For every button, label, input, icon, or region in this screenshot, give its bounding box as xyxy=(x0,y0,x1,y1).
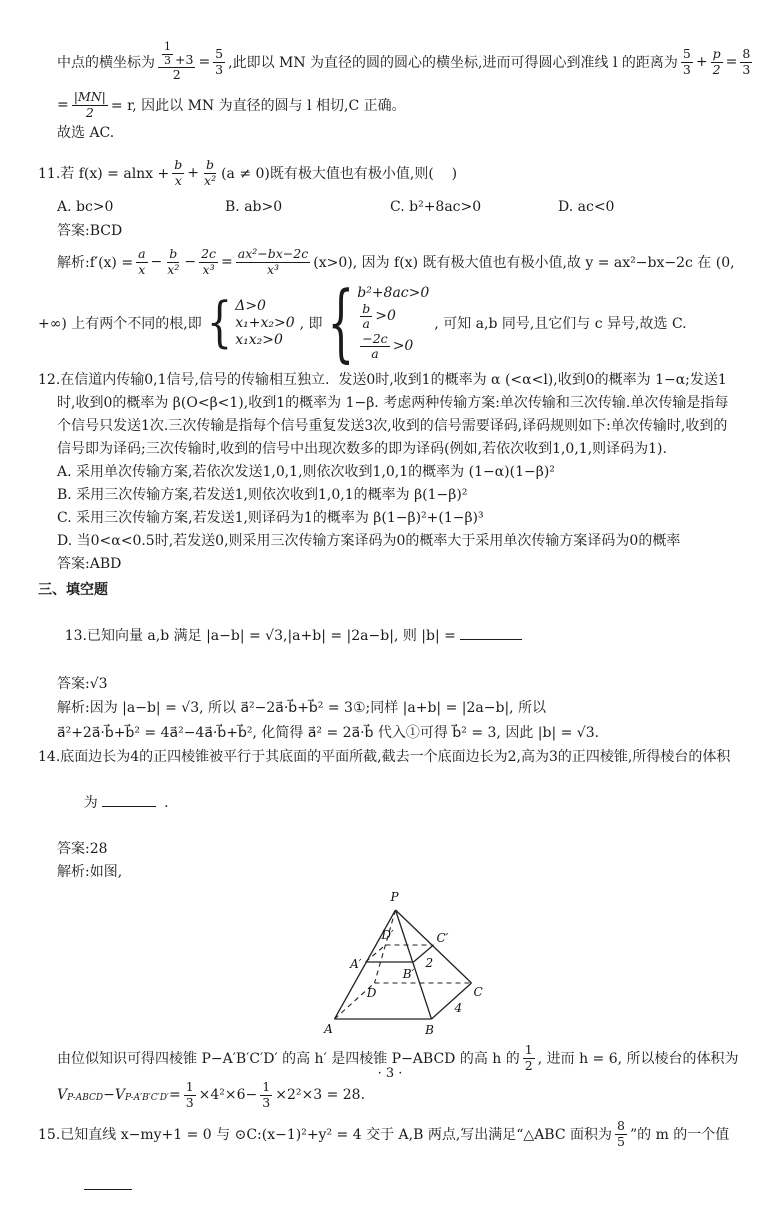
fraction-8-3: $\frac{8}{3}$ xyxy=(742,46,751,77)
answer-blank xyxy=(102,792,156,807)
complex-fraction: $\frac{1}{3}$ +3 2 xyxy=(158,41,195,83)
q11-block xyxy=(38,151,754,371)
vertex-label-c: C xyxy=(473,985,483,999)
fraction-5-3: $\frac{5}{3}$ xyxy=(682,46,691,77)
vertex-label-d1: D′ xyxy=(381,928,394,942)
q12-option-d: D. 当0<α<0.5时,若发送0,则采用三次传输方案译码为0的概率大于采用单次传输方案译码为0的概率 xyxy=(57,533,681,549)
fraction-1-2: $\frac{1}{2}$ xyxy=(524,1042,533,1073)
q15-blank-line xyxy=(38,1152,754,1221)
vertex-label-d: D xyxy=(366,986,377,1000)
q12-answer: 答案:ABD xyxy=(57,556,122,572)
fraction-b-x2: $\frac{b}{\text{x²}}$ xyxy=(204,157,217,188)
volume-term-1: V $_{P-ABCD}$ xyxy=(57,1087,104,1103)
q14-block xyxy=(38,746,754,1114)
q12-block xyxy=(38,369,754,576)
page-number: · 3 · xyxy=(377,1066,403,1081)
vertex-label-a: A xyxy=(324,1022,333,1036)
q12-option-a: A. 采用单次传输方案,若依次发送1,0,1,则依次收到1,0,1的概率为 (1−α)(1−β)² xyxy=(57,464,555,480)
q10-line-1: 中点的横坐标为 $\frac{1}{3}$ +3 2 = $\frac{5}{3}$ ,此即以 MN 为直径的圆的圆心的横坐标,进而可得圆心到准线 l 的距离为 $\frac{5}{3}$ + $\frac{p}{2}$ = $\frac{8}{3}$ xyxy=(57,40,751,83)
fraction-1-3: $\frac{1}{3}$ xyxy=(185,1079,194,1110)
q15-block xyxy=(38,1116,754,1221)
section-3-header: 三、填空题 xyxy=(38,582,108,598)
q13-solution-line-1: 解析:因为 |a−b| = √3, 所以 a⃗²−2a⃗·b⃗+b⃗² = 3①;同样 |a+b| = |2a−b|, 所以 xyxy=(57,700,547,716)
vertex-label-b1: B′ xyxy=(402,967,415,981)
equation-system-2: { b²+8ac>0 $\frac{b}{a}$ >0 $\frac{-2c}{a}$ >0 xyxy=(327,273,430,371)
vertex-label-p: P xyxy=(390,890,399,904)
q14-volume-formula: V $_{P-ABCD}$ −V $_{P-A'B'C'D'}$ = $\frac{1}{3}$ ×4²×6− $\frac{1}{3}$ ×2²×3 = 28. xyxy=(57,1079,366,1110)
q13-solution-line-2: a⃗²+2a⃗·b⃗+b⃗² = 4a⃗²−4a⃗·b⃗+b⃗², 化简得 a⃗² = 2a⃗·b⃗ 代入①可得 b⃗² = 3, 因此 |b| = √3. xyxy=(57,725,600,741)
q11-option-b: B. ab>0 xyxy=(225,199,283,215)
inner-fraction: $\frac{1}{3}$ xyxy=(164,40,171,67)
answer-blank xyxy=(84,1175,132,1190)
q14-answer: 答案:28 xyxy=(57,841,108,857)
q13-block xyxy=(38,602,754,746)
q12-stem-line-1: 12.在信道内传输0,1信号,信号的传输相互独立. 发送0时,收到1的概率为 α (<α<l),收到0的概率为 1−α;发送1 xyxy=(38,372,727,388)
q12-stem-line-2: 时,收到0的概率为 β(O<β<1),收到1的概率为 1−β. 考虑两种传输方案:单次传输和三次传输.单次传输是指每 xyxy=(57,395,729,411)
q13-answer: 答案:√3 xyxy=(57,676,108,692)
fraction-neg2c-a: $\frac{-2c}{a}$ xyxy=(362,330,388,361)
q11-solution-line-2: +∞) 上有两个不同的根,即 { Δ>0 x₁+x₂>0 x₁x₂>0 , 即 { b²+8ac>0 $\frac{b}{a}$ >0 $\frac{-2c}{a}$ >0 , 可知 a,b 同号,且它们与 c 异号,故选 C. xyxy=(38,273,687,371)
fraction-2c-x3: $\frac{2c}{\text{x³}}$ xyxy=(201,246,217,277)
fraction-1-3: $\frac{1}{3}$ xyxy=(262,1079,271,1110)
answer-blank xyxy=(460,625,522,640)
pyramid-figure xyxy=(296,886,524,1038)
q10-line-2: = $\frac{|MN|}{2}$ = r, 因此以 MN 为直径的圆与 l 相切,C 正确。 xyxy=(57,89,406,120)
q13-stem: 13.已知向量 a,b 满足 |a−b| = √3,|a+b| = |2a−b|, 则 |b| = xyxy=(38,602,754,671)
q11-option-c: C. b²+8ac>0 xyxy=(390,199,482,215)
q11-solution-line-1: 解析:f′(x) = $\frac{a}{x}$ − $\frac{b}{\text{x²}}$ − $\frac{2c}{\text{x³}}$ = $\frac{\text{ax²−bx−2c}}{\text{x³}}$ (x>0), 因为 f(x) 既有极大值也有极小值,故 y = ax²−bx−2c 在 (0, xyxy=(57,246,735,277)
q11-answer: 答案:BCD xyxy=(57,223,123,239)
fraction-b-x2: $\frac{b}{\text{x²}}$ xyxy=(167,246,180,277)
q10-conclusion: 故选 AC. xyxy=(57,125,115,141)
fraction-8-5: $\frac{8}{5}$ xyxy=(617,1118,625,1149)
q10-solution-tail xyxy=(38,36,754,145)
equation-system-1: { Δ>0 x₁+x₂>0 x₁x₂>0 xyxy=(206,291,295,355)
vertex-label-a1: A′ xyxy=(350,957,362,971)
q11-options xyxy=(38,195,754,219)
q12-option-c: C. 采用三次传输方案,若发送1,则译码为1的概率为 β(1−β)²+(1−β)³ xyxy=(57,510,484,526)
q15-stem: 15.已知直线 x−my+1 = 0 与 ⊙C:(x−1)²+y² = 4 交于 A,B 两点,写出满足“△ABC 面积为 $\frac{8}{5}$ ”的 m 的一个值 xyxy=(38,1118,730,1149)
left-brace: { xyxy=(327,273,355,371)
q11-option-a: A. bc>0 xyxy=(57,199,114,215)
q14-stem-line-2: 为 . xyxy=(38,769,754,838)
q12-option-b: B. 采用三次传输方案,若发送1,则依次收到1,0,1的概率为 β(1−β)² xyxy=(57,487,468,503)
edge-label-2: 2 xyxy=(425,956,434,970)
q14-solution-line-1: 由位似知识可得四棱锥 P−A′B′C′D′ 的高 h′ 是四棱锥 P−ABCD 的高 h 的 $\frac{1}{2}$ , 进而 h = 6, 所以棱台的体积为 xyxy=(57,1042,739,1073)
q14-solution-intro: 解析:如图, xyxy=(57,864,123,880)
q10-text: 中点的横坐标为 xyxy=(57,55,155,71)
q12-stem-line-3: 个信号只发送1次.三次传输是指每个信号重复发送3次,收到的信号需要译码,译码规则如下:单次传输时,收到的 xyxy=(57,418,728,434)
fraction-b-x: $\frac{b}{x}$ xyxy=(174,157,183,188)
fraction-p-2: $\frac{p}{2}$ xyxy=(712,46,721,77)
left-brace: { xyxy=(206,291,233,355)
q14-stem-line-1: 14.底面边长为4的正四棱锥被平行于其底面的平面所截,截去一个底面边长为2,高为3的正四棱锥,所得棱台的体积 xyxy=(38,749,731,765)
fraction-quadratic: $\frac{\text{ax²−bx−2c}}{\text{x³}}$ xyxy=(237,246,309,277)
vertex-label-c1: C′ xyxy=(436,931,449,945)
edge-label-4: 4 xyxy=(454,1001,463,1015)
fraction-mn-2: $\frac{|MN|}{2}$ xyxy=(73,89,106,120)
fraction-b-a: $\frac{b}{a}$ xyxy=(362,300,371,332)
q11-stem: 11.若 f(x) = alnx + $\frac{b}{x}$ + $\frac{b}{\text{x²}}$ (a ≠ 0)既有极大值也有极小值,则( ) xyxy=(38,157,458,188)
vertex-label-b: B xyxy=(425,1023,434,1037)
volume-term-2: −V $_{P-A'B'C'D'}$ xyxy=(103,1087,169,1103)
q12-stem-line-4: 信号即为译码;三次传输时,收到的信号中出现次数多的即为译码(例如,若依次收到1,0,1,则译码为1). xyxy=(57,441,667,457)
fraction-a-x: $\frac{a}{x}$ xyxy=(138,246,146,277)
q11-option-d: D. ac<0 xyxy=(558,199,615,215)
fraction-5-3: $\frac{5}{3}$ xyxy=(215,46,224,77)
